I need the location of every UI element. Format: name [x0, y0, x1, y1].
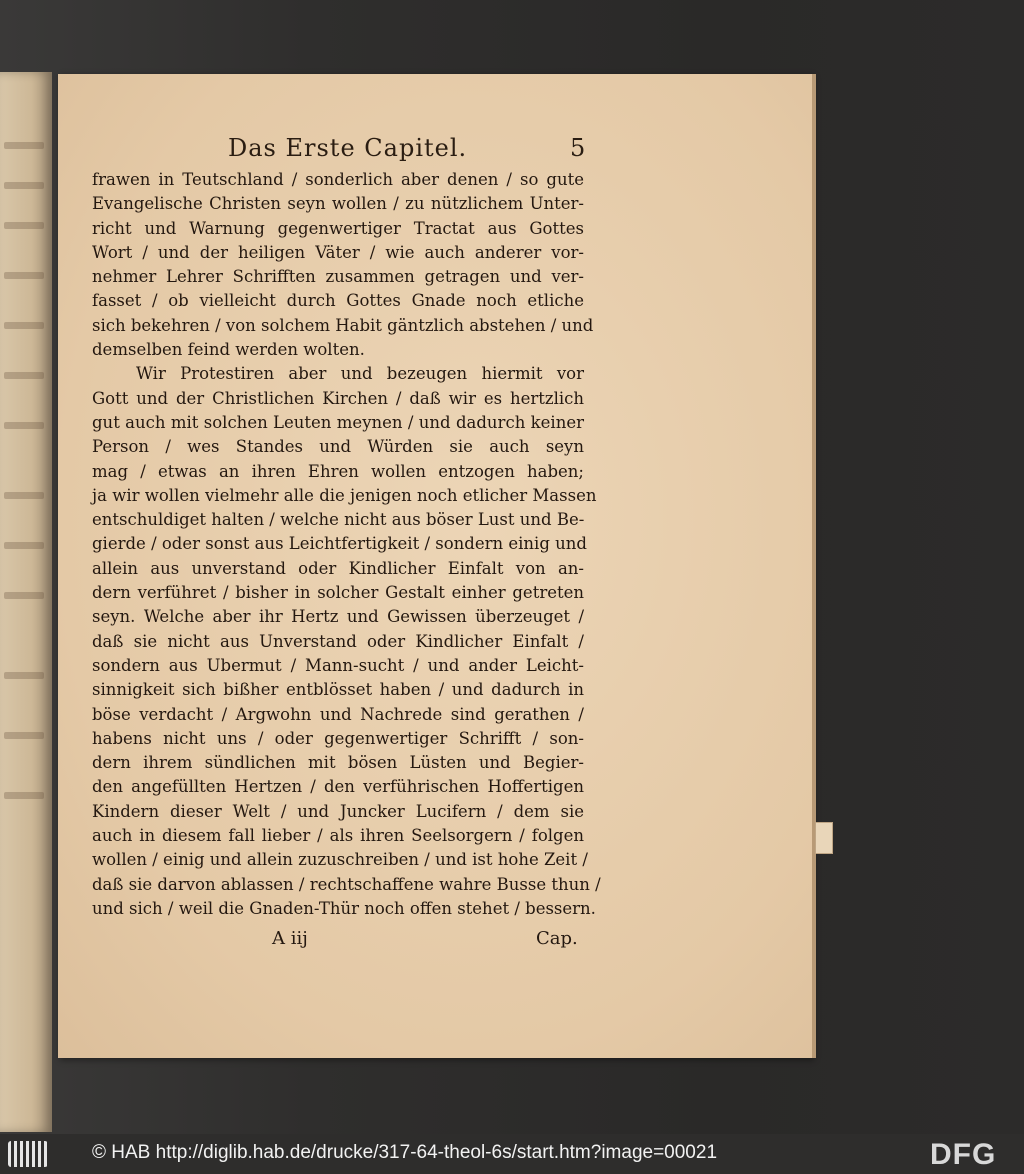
running-head: [228, 134, 598, 168]
text-line: Wir Protestiren aber und bezeugen hiermit vor: [136, 364, 584, 384]
ghost-text-line: [4, 372, 44, 379]
ghost-text-line: [4, 592, 44, 599]
ghost-text-line: [4, 322, 44, 329]
page-edge: [812, 74, 816, 1058]
text-line: seyn. Welche aber ihr Hertz und Gewissen überzeuget /: [92, 607, 584, 627]
text-line: gut auch mit solchen Leuten meynen / und dadurch keiner: [92, 412, 584, 432]
text-line: ja wir wollen vielmehr alle die jenigen noch etlicher Massen: [92, 485, 597, 505]
ghost-text-line: [4, 672, 44, 679]
text-line: gierde / oder sonst aus Leichtfertigkeit / sondern einig und: [92, 534, 587, 554]
ghost-text-line: [4, 222, 44, 229]
text-line: und sich / weil die Gnaden-Thür noch offen stehet / bessern.: [92, 898, 596, 918]
text-line: mag / etwas an ihren Ehren wollen entzogen haben;: [92, 461, 584, 481]
text-line: den angefüllten Hertzen / den verführischen Hoffertigen: [92, 777, 584, 797]
viewer-footer: [0, 1134, 1024, 1174]
ghost-text-line: [4, 792, 44, 799]
text-line: dern ihrem sündlichen mit bösen Lüsten und Begier-: [92, 753, 584, 773]
text-line: böse verdacht / Argwohn und Nachrede sind gerathen /: [92, 704, 584, 724]
body-text: [92, 168, 601, 921]
text-line: Evangelische Christen seyn wollen / zu nützlichem Unter-: [92, 194, 584, 214]
catchword: Cap.: [536, 928, 578, 949]
text-line: sich bekehren / von solchem Habit gäntzlich abstehen / und: [92, 315, 594, 335]
paper-tab-marker: [815, 822, 833, 854]
text-line: daß sie darvon ablassen / rechtschaffene wahre Busse thun /: [92, 874, 601, 894]
text-line: richt und Warnung gegenwertiger Tractat aus Gottes: [92, 218, 584, 238]
text-line: entschuldiget halten / welche nicht aus böser Lust und Be-: [92, 510, 585, 530]
ghost-text-line: [4, 732, 44, 739]
text-line: sondern aus Ubermut / Mann-sucht / und ander Leicht-: [92, 655, 584, 675]
text-line: frawen in Teutschland / sonderlich aber denen / so gute: [92, 170, 584, 189]
text-line: Wort / und der heiligen Väter / wie auch anderer vor-: [92, 242, 584, 262]
source-credit-link[interactable]: © HAB http://diglib.hab.de/drucke/317-64-theol-6s/start.htm?image=00021: [92, 1142, 718, 1163]
ghost-text-line: [4, 542, 44, 549]
chapter-title: Das Erste Capitel.: [228, 134, 468, 162]
barcode-icon: [8, 1141, 48, 1167]
text-line: sinnigkeit sich bißher entblösset haben / und dadurch in: [92, 680, 584, 700]
text-line: demselben feind werden wolten.: [92, 340, 365, 360]
text-line: Person / wes Standes und Würden sie auch seyn: [92, 437, 584, 457]
ghost-text-line: [4, 422, 44, 429]
signature-mark: A iij: [272, 928, 308, 949]
page-number: 5: [570, 134, 587, 162]
text-line: allein aus unverstand oder Kindlicher Einfalt von an-: [92, 558, 584, 578]
text-line: habens nicht uns / oder gegenwertiger Schrifft / son-: [92, 728, 584, 748]
dfg-logo: DFG: [930, 1138, 997, 1171]
text-line: fasset / ob vielleicht durch Gottes Gnade noch etliche: [92, 291, 584, 311]
text-line: auch in diesem fall lieber / als ihren Seelsorgern / folgen: [92, 826, 584, 846]
text-line: dern verführet / bisher in solcher Gestalt einher getreten: [92, 583, 584, 603]
ghost-text-line: [4, 142, 44, 149]
text-line: daß sie nicht aus Unverstand oder Kindlicher Einfalt /: [92, 631, 584, 651]
text-line: wollen / einig und allein zuzuschreiben / und ist hohe Zeit /: [92, 850, 588, 870]
ghost-text-line: [4, 272, 44, 279]
ghost-text-line: [4, 492, 44, 499]
previous-page-edge: [0, 72, 52, 1132]
ghost-text-line: [4, 182, 44, 189]
text-line: Gott und der Christlichen Kirchen / daß wir es hertzlich: [92, 388, 584, 408]
text-line: Kindern dieser Welt / und Juncker Lucifern / dem sie: [92, 801, 584, 821]
text-line: nehmer Lehrer Schrifften zusammen getragen und ver-: [92, 267, 584, 287]
